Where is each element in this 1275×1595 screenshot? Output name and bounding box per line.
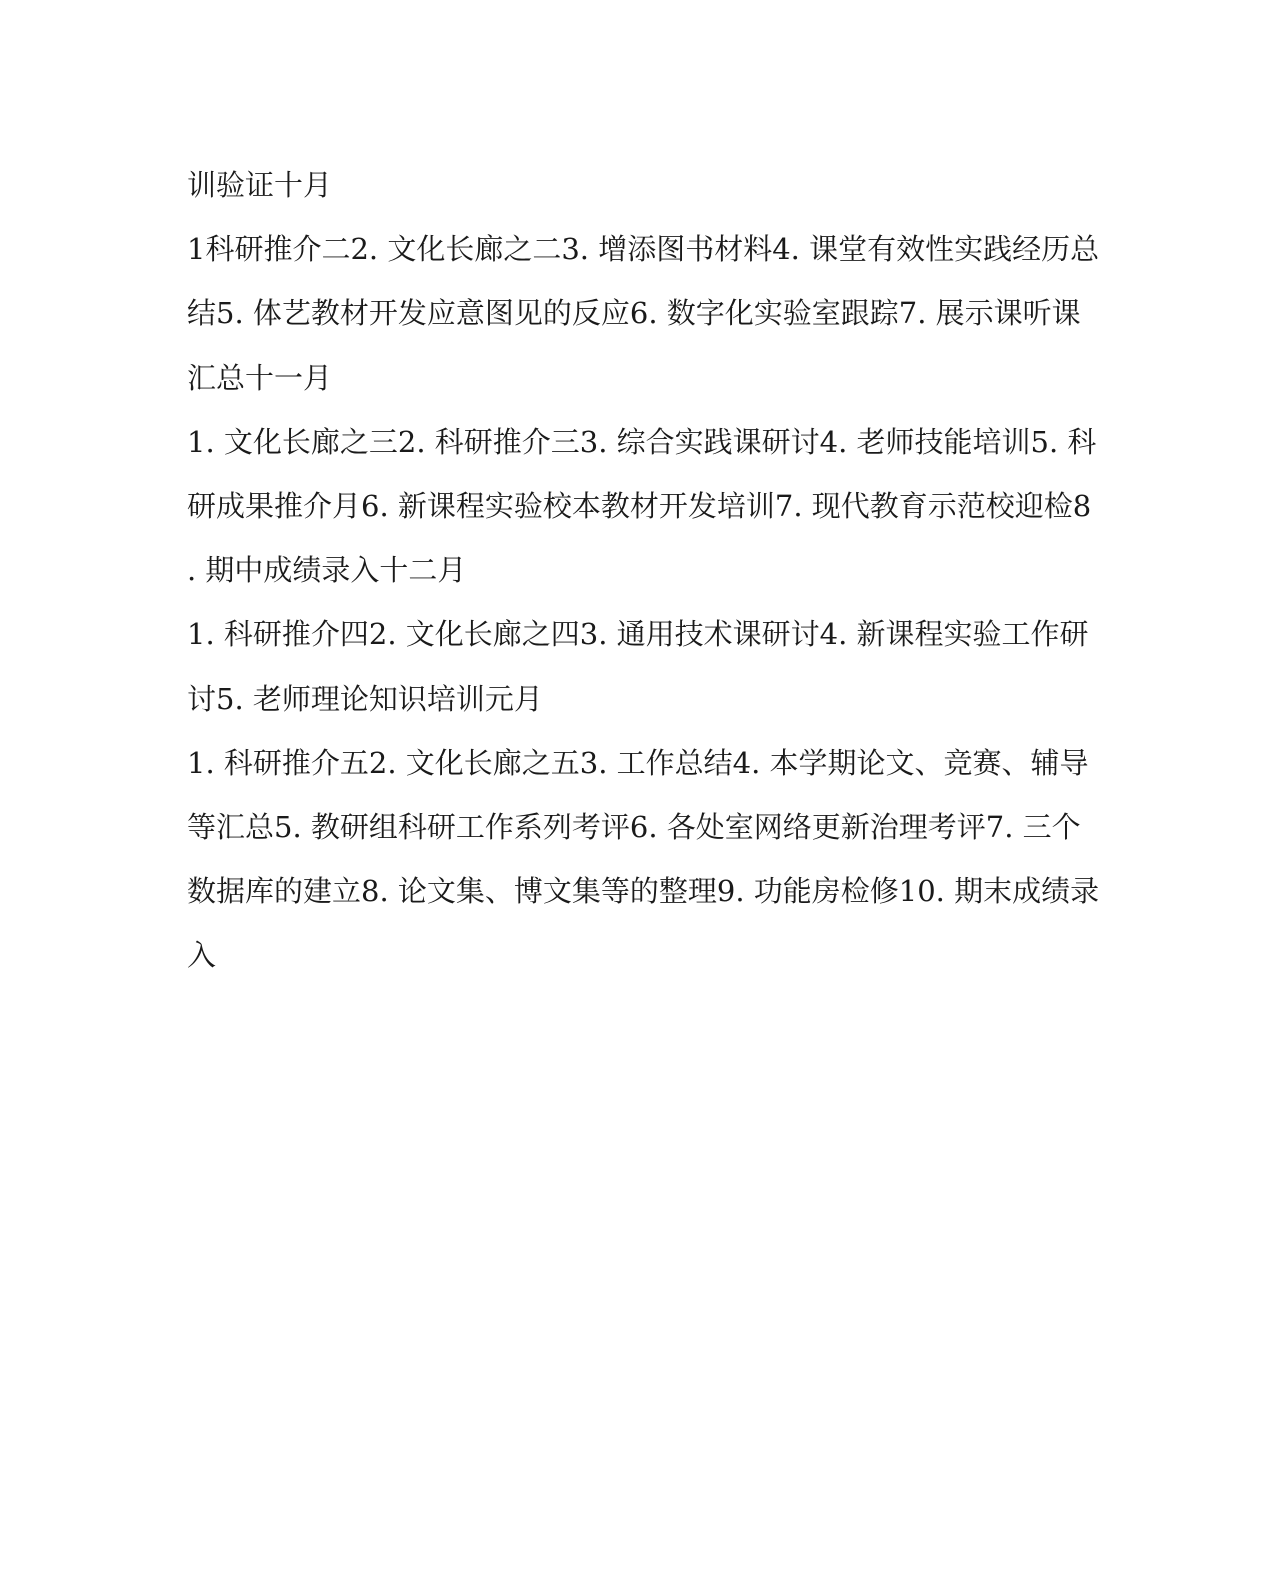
text-line: 研成果推介月6. 新课程实验校本教材开发培训7. 现代教育示范校迎检8 <box>187 488 1092 523</box>
document-body <box>187 162 1100 996</box>
text-line: 讨5. 老师理论知识培训元月 <box>187 681 543 716</box>
text-line: 结5. 体艺教材开发应意图见的反应6. 数字化实验室跟踪7. 展示课听课 <box>187 296 1081 331</box>
text-line: 1. 科研推介五2. 文化长廊之五3. 工作总结4. 本学期论文、竞赛、辅导 <box>187 745 1089 780</box>
text-line: 1. 文化长廊之三2. 科研推介三3. 综合实践课研讨4. 老师技能培训5. 科 <box>187 424 1097 459</box>
text-line: 训验证十月 <box>187 168 333 202</box>
text-line: 等汇总5. 教研组科研工作系列考评6. 各处室网络更新治理考评7. 三个 <box>187 809 1081 844</box>
text-line: 1科研推介二2. 文化长廊之二3. 增添图书材料4. 课堂有效性实践经历总 <box>187 232 1100 267</box>
text-line: 汇总十一月 <box>187 360 333 395</box>
text-line: 数据库的建立8. 论文集、博文集等的整理9. 功能房检修10. 期末成绩录 <box>187 874 1100 909</box>
text-line: 入 <box>187 938 217 973</box>
text-line: 1. 科研推介四2. 文化长廊之四3. 通用技术课研讨4. 新课程实验工作研 <box>187 617 1089 652</box>
text-line: . 期中成绩录入十二月 <box>187 553 467 588</box>
